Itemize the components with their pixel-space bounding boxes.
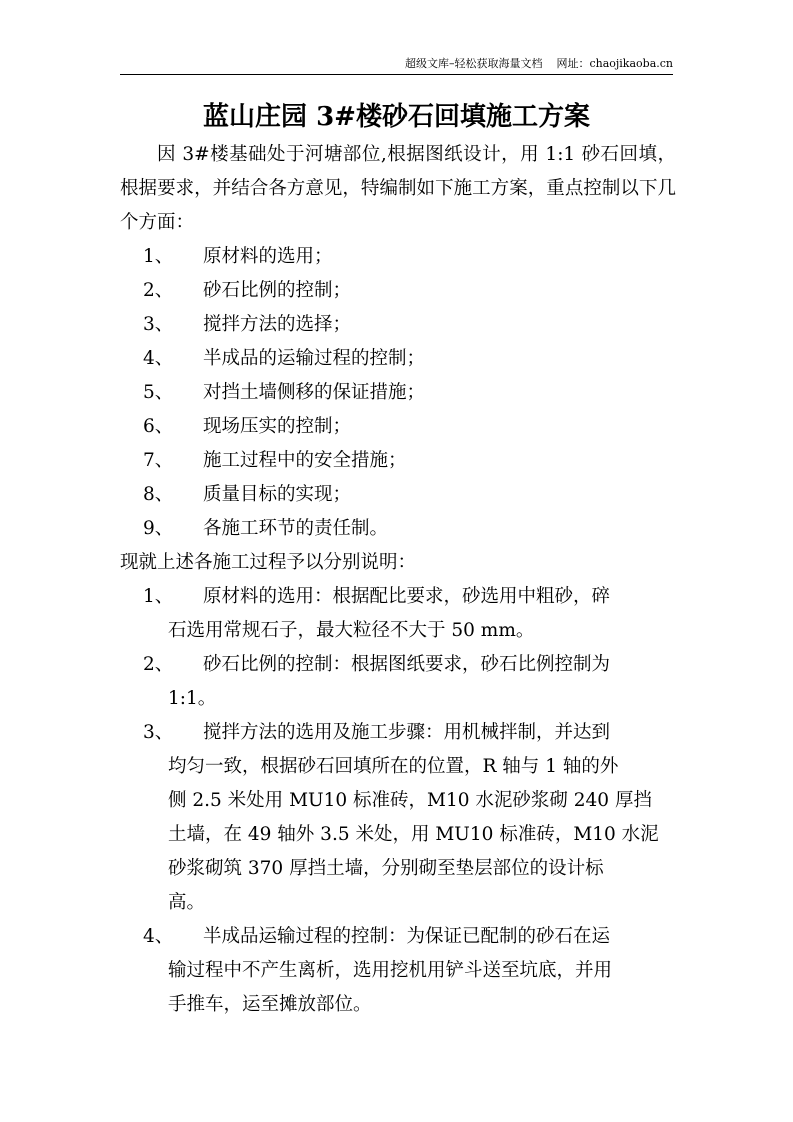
header-site-name: 超级文库–轻松获取海量文档 <box>404 57 543 70</box>
section-4: 4、 半成品运输过程的控制：为保证已配制的砂石在运 输过程中不产生离析，选用挖机用铲斗送至坑底，并用 手推车，运至摊放部位。 <box>143 926 613 1015</box>
outline-list <box>120 240 676 546</box>
document-body <box>120 138 676 1022</box>
outline-item: 2、 砂石比例的控制； <box>143 280 352 301</box>
details-intro: 现就上述各施工过程予以分别说明： <box>120 552 417 573</box>
header-url[interactable]: chaojikaoba.cn <box>589 57 673 70</box>
outline-item: 8、 质量目标的实现； <box>143 484 352 505</box>
outline-item: 3、 搅拌方法的选择； <box>143 314 352 335</box>
outline-item: 7、 施工过程中的安全措施； <box>143 450 407 471</box>
outline-item: 5、 对挡土墙侧移的保证措施； <box>143 382 426 403</box>
section-1: 1、 原材料的选用：根据配比要求，砂选用中粗砂，碎 石选用常规石子，最大粒径不大于 50 mm。 <box>143 586 611 641</box>
outline-item: 4、 半成品的运输过程的控制； <box>143 348 426 369</box>
intro-paragraph: 因 3#楼基础处于河塘部位,根据图纸设计，用 1:1 砂石回填，根据要求，并结合各方意见，特编制如下施工方案，重点控制以下几个方面： <box>120 144 676 233</box>
page-header <box>120 56 673 75</box>
section-3: 3、 搅拌方法的选用及施工步骤：用机械拌制，并达到 均匀一致，根据砂石回填所在的位置，R 轴与 1 轴的外 侧 2.5 米处用 MU10 标准砖，M10 水泥砂浆砌 240 厚挡 土墙，在 49 轴外 3.5 米处，用 MU10 标准砖，M10 水泥 砂浆砌筑 370 厚挡土墙，分别砌至垫层部位的设计标 高。 <box>143 722 659 913</box>
outline-item: 6、 现场压实的控制； <box>143 416 352 437</box>
section-2: 2、 砂石比例的控制：根据图纸要求，砂石比例控制为 1:1。 <box>143 654 611 709</box>
outline-item: 9、 各施工环节的责任制。 <box>143 518 389 539</box>
outline-item: 1、 原材料的选用； <box>143 246 333 267</box>
header-url-label: 网址： <box>556 57 590 70</box>
document-title: 蓝山庄园 3#楼砂石回填施工方案 <box>203 102 590 132</box>
